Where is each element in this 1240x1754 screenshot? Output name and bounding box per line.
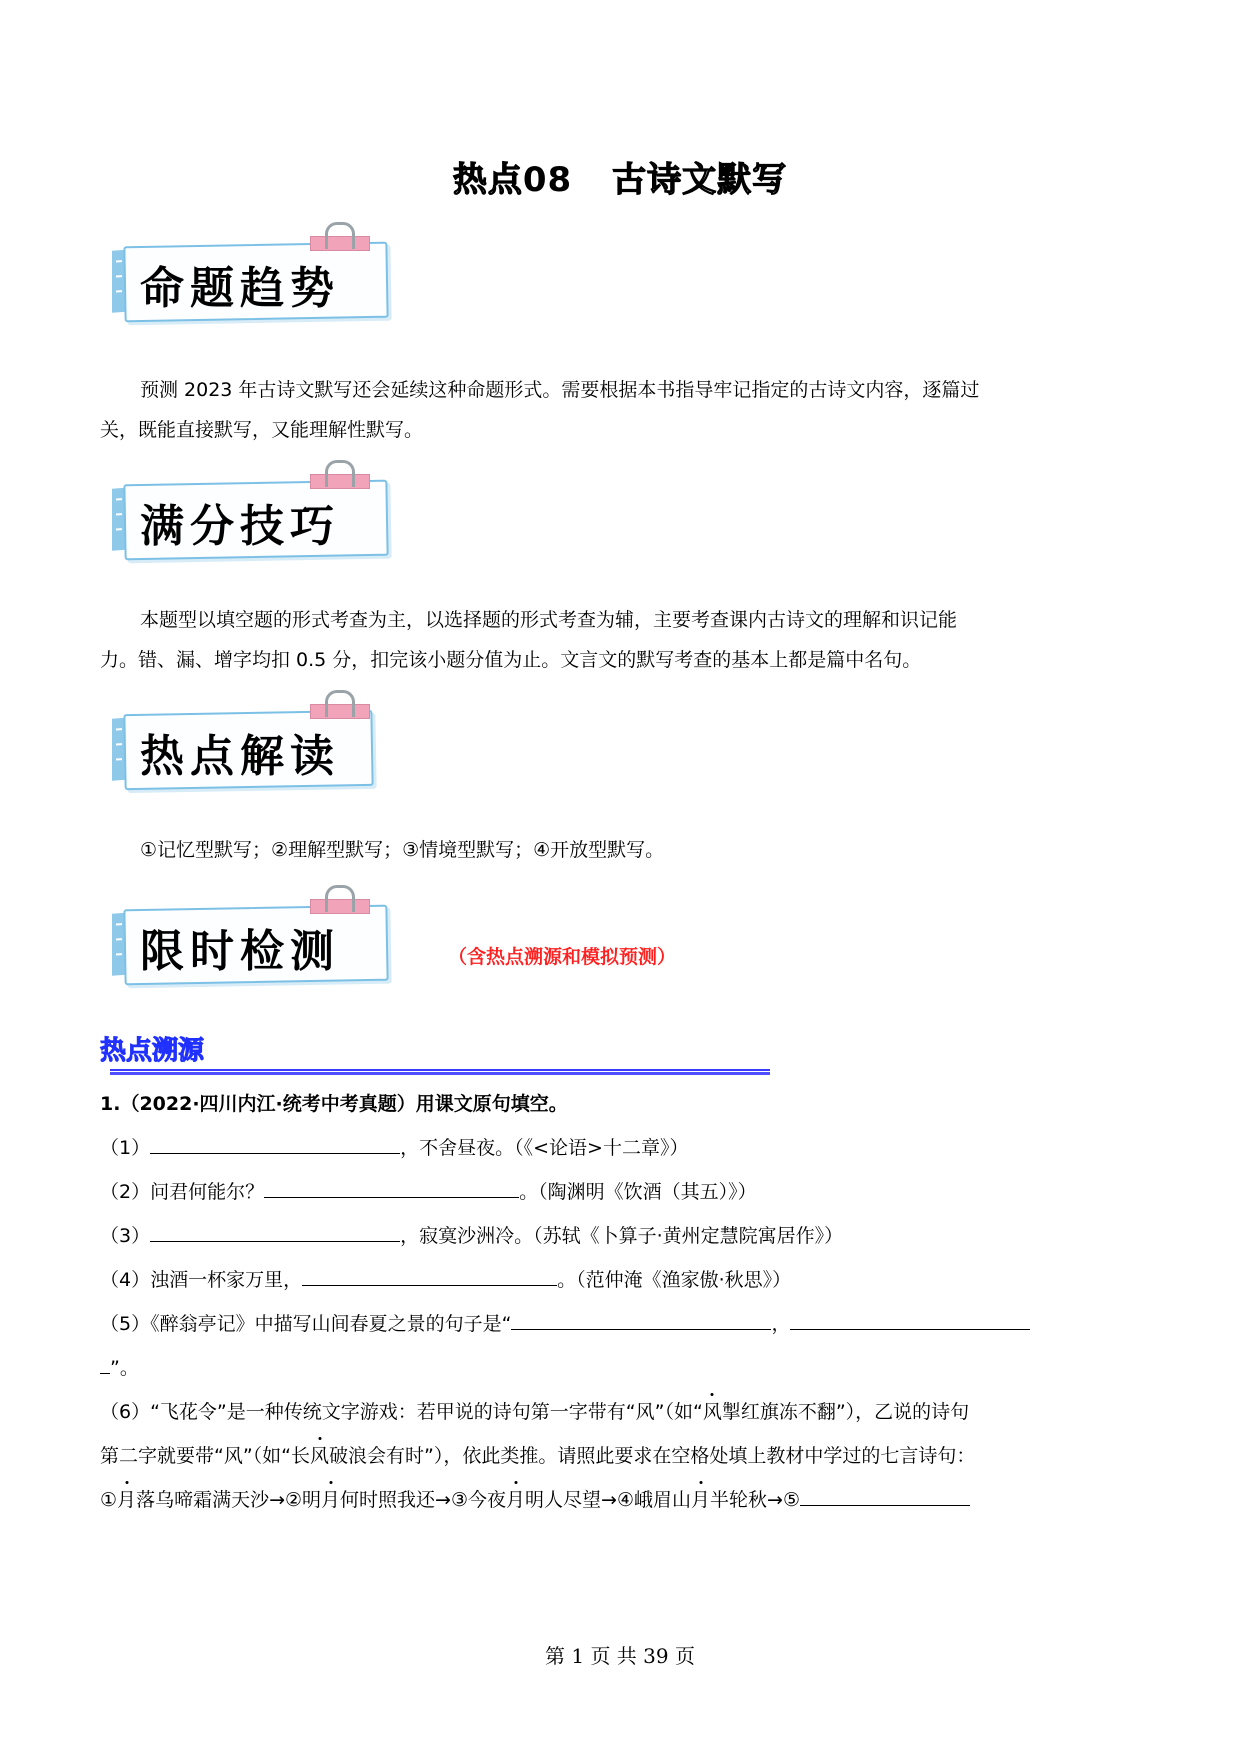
question-item-5-cont	[100, 1346, 1160, 1390]
answer-blank[interactable]	[150, 1131, 400, 1154]
emphasis-char: 月	[691, 1489, 711, 1511]
item-text: 《醉翁亭记》中描写山间春夏之景的句子是“	[150, 1313, 512, 1335]
item-label: （6）	[100, 1401, 151, 1423]
section-divider	[110, 1069, 770, 1072]
chain-text: 何时照我还→	[340, 1489, 451, 1511]
title-number: 08	[522, 160, 573, 200]
page-footer: 第 1 页 共 39 页	[545, 1644, 695, 1668]
title-prefix: 热点	[452, 160, 523, 200]
emphasis-char: 风	[310, 1445, 330, 1467]
item-text: 。	[519, 1181, 539, 1203]
question-item-4	[100, 1258, 1160, 1302]
item-text: ，不舍昼夜。	[400, 1137, 515, 1159]
chain-text: 落乌啼霜满天沙→	[136, 1489, 285, 1511]
trend-line-2: 关，既能直接默写，又能理解性默写。	[100, 419, 424, 441]
banner-label: 限时检测	[140, 926, 340, 977]
answer-blank[interactable]	[100, 1351, 110, 1374]
item-citation: （《<论语>十二章》）	[514, 1137, 689, 1159]
binder-clip-handle-icon	[325, 885, 355, 912]
chain-text: 明人尽望→	[525, 1489, 617, 1511]
question-item-5	[100, 1302, 1160, 1346]
banner-test	[100, 885, 400, 990]
answer-blank[interactable]	[264, 1175, 519, 1198]
emphasis-char: 月	[321, 1489, 341, 1511]
binder-clip-handle-icon	[325, 690, 355, 717]
chain-text: ③今夜	[450, 1489, 507, 1511]
item-label: （5）	[100, 1313, 151, 1335]
answer-blank[interactable]	[150, 1219, 400, 1242]
chain-text: 半轮秋→	[710, 1489, 783, 1511]
question-instruction: 用课文原句填空。	[415, 1093, 568, 1115]
source-section-heading: 热点溯源	[100, 1036, 205, 1066]
banner-label: 满分技巧	[140, 501, 340, 552]
interpret-paragraph: ①记忆型默写；②理解型默写；③情境型默写；④开放型默写。	[140, 839, 665, 861]
banner-tips	[100, 460, 400, 565]
item-text: ”。	[110, 1357, 139, 1379]
chain-text: ①	[100, 1489, 118, 1511]
title-subject: 古诗文默写	[612, 160, 788, 200]
chain-text: ⑤	[782, 1489, 800, 1511]
trend-line-1: 预测 2023 年古诗文默写还会延续这种命题形式。需要根据本书指导牢记指定的古诗文内容，逐篇过	[140, 379, 980, 401]
item-text: 破浪会有时”），依此类推。请照此要求在空格处填上教材中学过的七言诗句：	[329, 1445, 976, 1467]
item-label: （4）	[100, 1269, 151, 1291]
item-text: 问君何能尔？	[150, 1181, 265, 1203]
test-note: （含热点溯源和模拟预测）	[448, 946, 677, 968]
question-header	[100, 1082, 1160, 1126]
tips-line-1: 本题型以填空题的形式考查为主，以选择题的形式考查为辅，主要考查课内古诗文的理解和识记能	[140, 609, 958, 631]
item-text: ，	[771, 1313, 791, 1335]
binder-clip-handle-icon	[325, 460, 355, 487]
item-text: 。	[557, 1269, 577, 1291]
question-item-2	[100, 1170, 1160, 1214]
item-text: “飞花令”是一种传统文字游戏：若甲说的诗句第一字带有“风”（如“	[150, 1401, 703, 1423]
question-source: （2022·四川内江·统考中考真题）	[120, 1093, 416, 1115]
tips-line-2: 力。错、漏、增字均扣 0.5 分，扣完该小题分值为止。文言文的默写考查的基本上都是篇中名句。	[100, 649, 922, 671]
answer-blank[interactable]	[800, 1483, 970, 1506]
emphasis-char: 月	[117, 1489, 137, 1511]
banner-interpret	[100, 690, 400, 795]
item-citation: （范仲淹《渔家傲·秋思》）	[576, 1269, 792, 1291]
chain-text: ②明	[284, 1489, 322, 1511]
trend-paragraph	[100, 370, 1140, 450]
emphasis-char: 月	[506, 1489, 526, 1511]
banner-label: 热点解读	[140, 731, 340, 782]
question-number: 1.	[100, 1093, 121, 1115]
tips-paragraph	[100, 600, 1140, 680]
item-citation: （陶渊明《饮酒（其五）》）	[538, 1181, 757, 1203]
item-label: （1）	[100, 1137, 151, 1159]
answer-blank[interactable]	[302, 1263, 557, 1286]
item-citation: （苏轼《卜算子·黄州定慧院寓居作》）	[533, 1225, 844, 1247]
page-title	[0, 152, 1240, 201]
item-text: 第二字就要带“风”（如“长	[100, 1445, 311, 1467]
item-text: ，寂寞沙洲冷。	[400, 1225, 534, 1247]
question-item-6-line2	[100, 1434, 1160, 1478]
emphasis-char: 风	[702, 1401, 722, 1423]
item-label: （3）	[100, 1225, 151, 1247]
question-item-3	[100, 1214, 1160, 1258]
question-item-6	[100, 1390, 1160, 1434]
answer-blank[interactable]	[790, 1307, 1030, 1330]
item-text: 浊酒一杯家万里，	[150, 1269, 303, 1291]
question-item-6-chain	[100, 1478, 1160, 1522]
answer-blank[interactable]	[511, 1307, 771, 1330]
question-1	[100, 1082, 1160, 1522]
banner-trend	[100, 222, 400, 327]
question-item-1	[100, 1126, 1160, 1170]
binder-clip-handle-icon	[325, 222, 355, 249]
banner-label: 命题趋势	[140, 263, 340, 314]
chain-text: ④峨眉山	[616, 1489, 691, 1511]
item-text: 掣红旗冻不翻”），乙说的诗句	[721, 1401, 970, 1423]
item-label: （2）	[100, 1181, 151, 1203]
